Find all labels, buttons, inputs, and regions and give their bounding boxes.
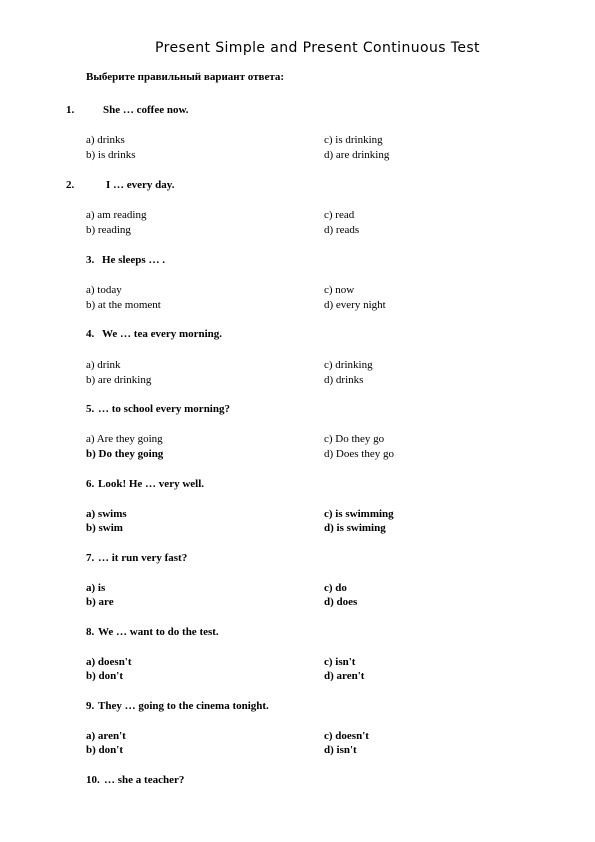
option-a[interactable]: a) Are they going <box>86 433 163 445</box>
option-d[interactable]: d) is swiming <box>324 522 386 534</box>
question-text: I … every day. <box>106 179 175 191</box>
option-a[interactable]: a) doesn't <box>86 656 132 668</box>
option-a[interactable]: a) swims <box>86 508 127 520</box>
option-b[interactable]: b) Do they going <box>86 448 164 460</box>
option-b[interactable]: b) don't <box>86 744 123 756</box>
option-c[interactable]: c) read <box>324 209 355 221</box>
option-d[interactable]: d) reads <box>324 224 360 236</box>
option-c[interactable]: c) drinking <box>324 359 373 371</box>
option-b[interactable]: b) reading <box>86 224 131 236</box>
option-b[interactable]: b) are drinking <box>86 374 152 386</box>
question-text: They … going to the cinema tonight. <box>98 700 269 712</box>
option-b[interactable]: b) is drinks <box>86 149 136 161</box>
question-number: 6. <box>86 478 95 490</box>
option-d[interactable]: d) does <box>324 596 358 608</box>
option-d[interactable]: d) Does they go <box>324 448 394 460</box>
option-d[interactable]: d) are drinking <box>324 149 390 161</box>
question-text: She … coffee now. <box>103 104 189 116</box>
option-b[interactable]: b) swim <box>86 522 123 534</box>
instruction-text: Выберите правильный вариант ответа: <box>86 71 285 83</box>
option-c[interactable]: c) doesn't <box>324 730 369 742</box>
option-a[interactable]: a) drink <box>86 359 121 371</box>
question-number: 2. <box>66 179 75 191</box>
question-text: … she a teacher? <box>104 774 185 786</box>
option-c[interactable]: c) is drinking <box>324 134 383 146</box>
option-a[interactable]: a) aren't <box>86 730 126 742</box>
option-c[interactable]: c) do <box>324 582 347 594</box>
option-d[interactable]: d) aren't <box>324 670 365 682</box>
option-d[interactable]: d) isn't <box>324 744 357 756</box>
option-c[interactable]: c) Do they go <box>324 433 385 445</box>
question-number: 7. <box>86 552 95 564</box>
question-number: 9. <box>86 700 95 712</box>
question-number: 4. <box>86 328 95 340</box>
option-a[interactable]: a) today <box>86 284 122 296</box>
question-number: 8. <box>86 626 95 638</box>
option-b[interactable]: b) don't <box>86 670 123 682</box>
question-number: 1. <box>66 104 75 116</box>
page-title: Present Simple and Present Continuous Test <box>155 40 480 56</box>
option-c[interactable]: c) is swimming <box>324 508 394 520</box>
option-a[interactable]: a) drinks <box>86 134 125 146</box>
question-number: 3. <box>86 254 95 266</box>
option-c[interactable]: c) now <box>324 284 355 296</box>
question-number: 5. <box>86 403 95 415</box>
question-number: 10. <box>86 774 100 786</box>
option-d[interactable]: d) every night <box>324 299 386 311</box>
question-text: … it run very fast? <box>98 552 188 564</box>
question-text: We … tea every morning. <box>102 328 223 340</box>
option-a[interactable]: a) am reading <box>86 209 147 221</box>
question-text: We … want to do the test. <box>98 626 219 638</box>
option-d[interactable]: d) drinks <box>324 374 364 386</box>
question-text: … to school every morning? <box>98 403 230 415</box>
question-text: He sleeps … . <box>102 254 165 266</box>
option-c[interactable]: c) isn't <box>324 656 356 668</box>
option-a[interactable]: a) is <box>86 582 106 594</box>
question-text: Look! He … very well. <box>98 478 205 490</box>
option-b[interactable]: b) are <box>86 596 114 608</box>
option-b[interactable]: b) at the moment <box>86 299 161 311</box>
